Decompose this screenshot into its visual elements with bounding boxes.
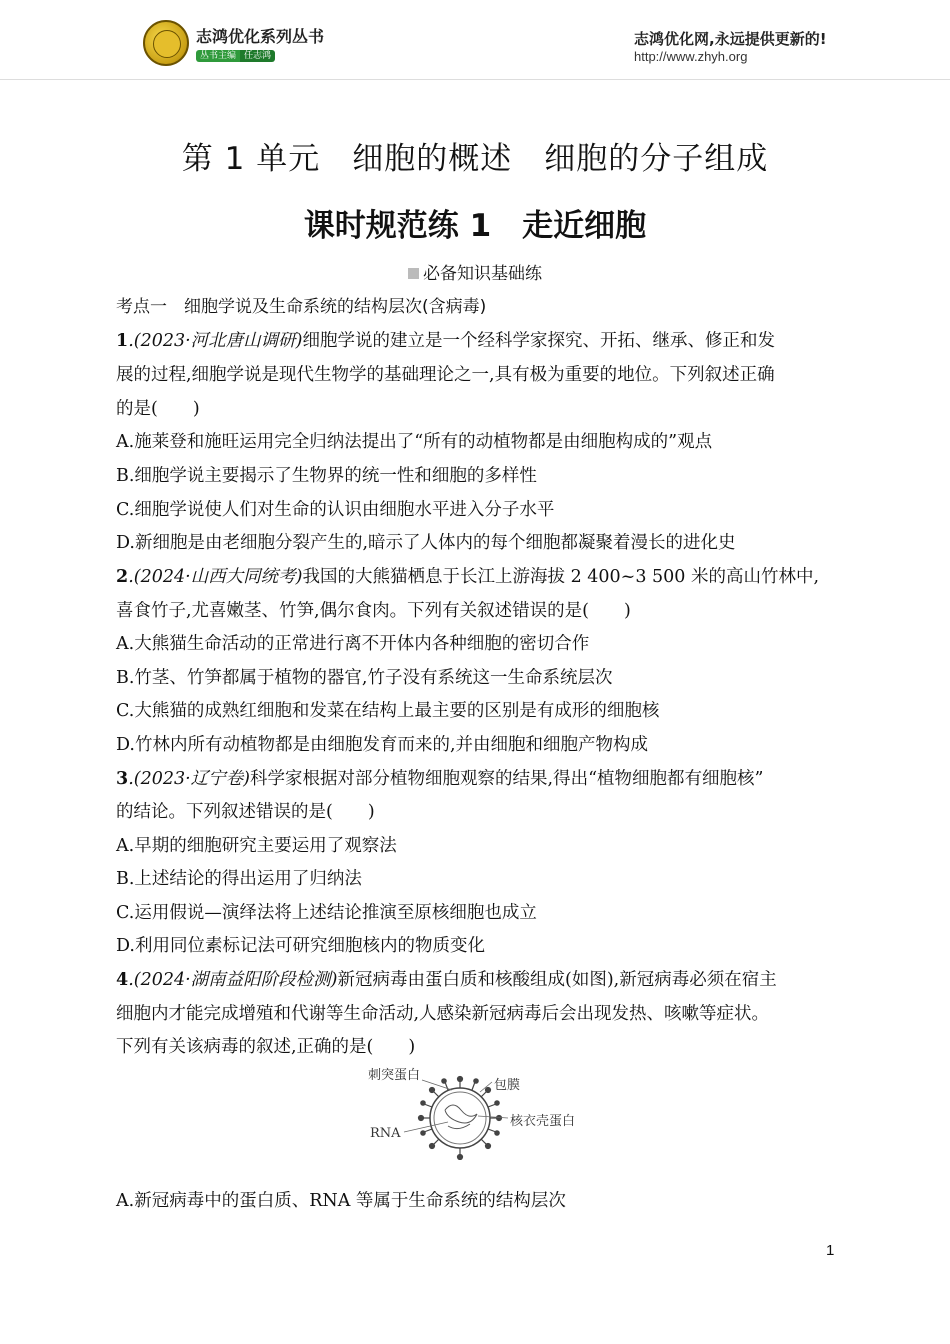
site-slogan: 志鸿优化网,永远提供更新的! (634, 30, 827, 48)
question-text: 细胞学说的建立是一个经科学家探究、开拓、继承、修正和发 (302, 331, 776, 351)
answer-option: C.运用假说—演绎法将上述结论推演至原核细胞也成立 (116, 903, 537, 923)
answer-option: C.细胞学说使人们对生命的认识由细胞水平进入分子水平 (116, 500, 555, 520)
unit-title: 第 1 单元 细胞的概述 细胞的分子组成 (181, 141, 769, 177)
question-text: 新冠病毒由蛋白质和核酸组成(如图),新冠病毒必须在宿主 (337, 970, 777, 990)
answer-option: A.新冠病毒中的蛋白质、RNA 等属于生命系统的结构层次 (116, 1191, 566, 1211)
question-2-line (116, 566, 819, 588)
question-text: 喜食竹子,尤喜嫩茎、竹笋,偶尔食肉。下列有关叙述错误的是( ) (116, 601, 631, 621)
question-1-line (116, 330, 775, 352)
answer-option: B.细胞学说主要揭示了生物界的统一性和细胞的多样性 (116, 466, 537, 486)
label-envelope: 包膜 (494, 1078, 521, 1093)
page-number: 1 (826, 1242, 835, 1259)
question-text: 的是( ) (116, 399, 200, 419)
question-number: 3 (116, 769, 129, 789)
question-text: 细胞内才能完成增殖和代谢等生命活动,人感染新冠病毒后会出现发热、咳嗽等症状。 (116, 1004, 770, 1024)
question-text: 科学家根据对部分植物细胞观察的结果,得出“植物细胞都有细胞核” (250, 769, 764, 789)
answer-option: D.利用同位素标记法可研究细胞核内的物质变化 (116, 936, 485, 956)
question-text: 我国的大熊猫栖息于长江上游海拔 2 400~3 500 米的高山竹林中, (302, 567, 820, 587)
editor-label: 丛书主编 (196, 50, 240, 62)
question-3-line (116, 768, 763, 790)
question-text: 下列有关该病毒的叙述,正确的是( ) (116, 1037, 416, 1057)
answer-option: D.竹林内所有动植物都是由细胞发育而来的,并由细胞和细胞产物构成 (116, 735, 649, 755)
label-nucleocapsid: 核衣壳蛋白 (510, 1114, 576, 1129)
question-number: 4 (116, 970, 129, 990)
question-text: 的结论。下列叙述错误的是( ) (116, 802, 375, 822)
question-text: 展的过程,细胞学说是现代生物学的基础理论之一,具有极为重要的地位。下列叙述正确 (116, 365, 775, 385)
answer-option: C.大熊猫的成熟红细胞和发菜在结构上最主要的区别是有成形的细胞核 (116, 701, 660, 721)
editor-tag (196, 48, 275, 61)
question-source: .(2023·辽宁卷) (128, 769, 251, 789)
answer-option: A.早期的细胞研究主要运用了观察法 (116, 836, 397, 856)
section-label (0, 259, 950, 284)
question-number: 2 (116, 567, 129, 587)
answer-option: A.大熊猫生命活动的正常进行离不开体内各种细胞的密切合作 (116, 634, 590, 654)
section-label-text: 必备知识基础练 (423, 264, 542, 284)
answer-option: D.新细胞是由老细胞分裂产生的,暗示了人体内的每个细胞都凝聚着漫长的进化史 (116, 533, 736, 553)
virus-diagram (360, 1060, 600, 1160)
question-source: .(2024·湖南益阳阶段检测) (128, 970, 338, 990)
label-spike-protein: 刺突蛋白 (368, 1068, 421, 1083)
answer-option: B.上述结论的得出运用了归纳法 (116, 869, 362, 889)
question-4-line (116, 969, 777, 991)
header-divider (0, 79, 950, 80)
topic-heading: 考点一 细胞学说及生命系统的结构层次(含病毒) (116, 297, 487, 317)
question-source: .(2023·河北唐山调研) (128, 331, 303, 351)
site-url[interactable]: http://www.zhyh.org (634, 49, 748, 64)
question-source: .(2024·山西大同统考) (128, 567, 303, 587)
lesson-title: 课时规范练 1 走近细胞 (303, 208, 647, 244)
page-header (0, 0, 950, 80)
label-rna: RNA (370, 1126, 401, 1141)
editor-name: 任志鸿 (240, 50, 275, 62)
publisher-logo-icon (143, 20, 189, 66)
answer-option: A.施莱登和施旺运用完全归纳法提出了“所有的动植物都是由细胞构成的”观点 (116, 432, 713, 452)
question-number: 1 (116, 331, 129, 351)
series-title: 志鸿优化系列丛书 (196, 27, 325, 46)
answer-option: B.竹茎、竹笋都属于植物的器官,竹子没有系统这一生命系统层次 (116, 668, 613, 688)
section-marker-icon (408, 268, 419, 279)
